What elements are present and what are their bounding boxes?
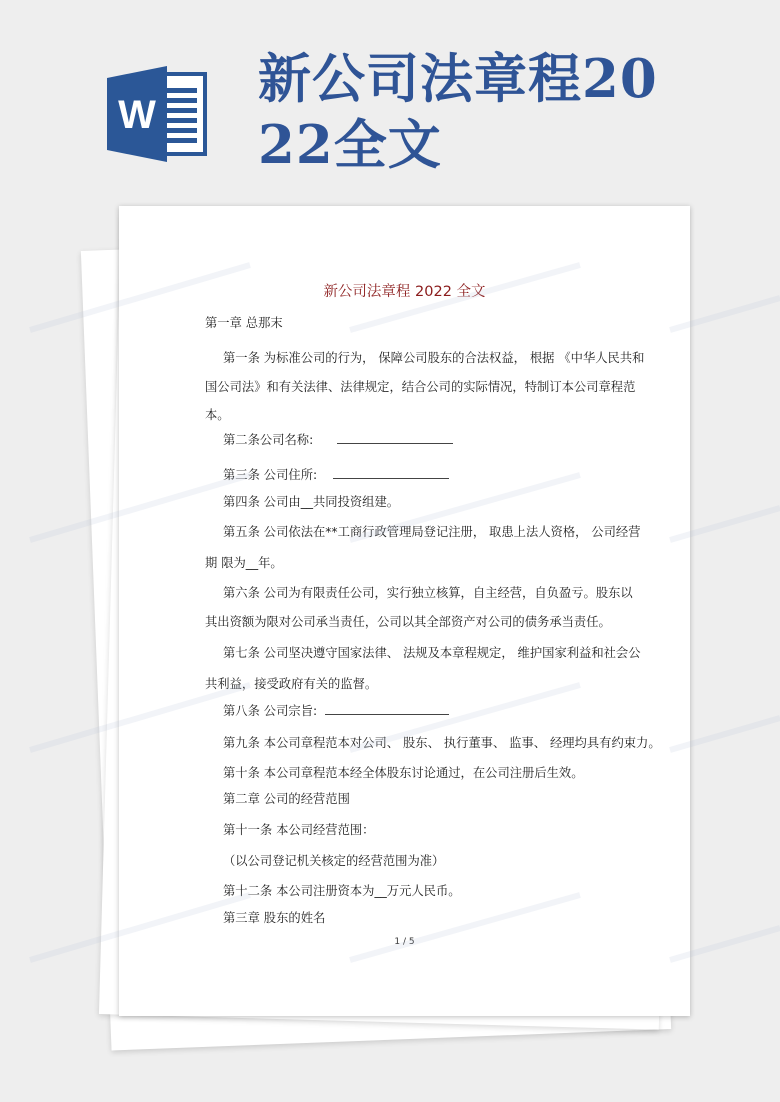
paragraph-line: （以公司登记机关核定的经营范围为准） [223,854,445,868]
paragraph-line: 第十条 本公司章程范本经全体股东讨论通过，在公司注册后生效。 [223,766,584,780]
document-page [119,206,690,1016]
chapter-heading: 第一章 总那末 [205,316,283,330]
page-number: 1 / 5 [394,937,415,947]
paragraph-line: 第四条 公司由__共同投资组建。 [223,495,400,509]
company-address-blank [333,466,449,479]
company-address-label: 第三条 公司住所: [223,468,318,482]
banner-title-line-1: 新公司法章程20 [258,48,658,110]
paragraph-line: 第五条 公司依法在**工商行政管理局登记注册， 取患上法人资格， 公司经营 [223,525,641,539]
company-purpose-label: 第八条 公司宗旨: [223,704,318,718]
paragraph-line: 第十二条 本公司注册资本为__万元人民币。 [223,884,461,898]
paragraph-line: 期 限为__年。 [205,556,283,570]
svg-text:W: W [118,93,156,137]
paragraph-line: 第九条 本公司章程范本对公司、 股东、 执行董事、 监事、 经理均具有约束力。 [223,736,661,750]
paragraph-line: 第一条 为标准公司的行为， 保障公司股东的合法权益， 根据 《中华人民共和 [223,351,645,365]
company-purpose-line [223,702,449,720]
paragraph-line: 第十一条 本公司经营范围： [223,823,375,837]
paragraph-line: 第七条 公司坚决遵守国家法律、 法规及本章程规定， 维护国家利益和社会公 [223,646,641,660]
company-address-line [223,466,449,484]
paragraph-line: 其出资额为限对公司承当责任，公司以其全部资产对公司的债务承当责任。 [205,615,611,629]
paragraph-line: 国公司法》和有关法律、法律规定，结合公司的实际情况，特制订本公司章程范 [205,380,636,394]
banner-title [258,46,678,178]
paragraph-line: 第六条 公司为有限责任公司，实行独立核算，自主经营，自负盈亏。股东以 [223,586,633,600]
company-name-label: 第二条公司名称: [223,433,314,447]
company-name-blank [337,431,453,444]
company-name-line [223,431,453,449]
paragraph-line: 共利益，接受政府有关的监督。 [205,677,378,691]
company-purpose-blank [325,702,449,715]
chapter-heading: 第三章 股东的姓名 [223,911,326,925]
banner-title-line-2: 22全文 [258,114,442,176]
document-title: 新公司法章程 2022 全文 [323,284,486,300]
word-logo-icon [107,66,209,162]
paragraph-line: 本。 [205,408,230,422]
chapter-heading: 第二章 公司的经营范围 [223,792,350,806]
